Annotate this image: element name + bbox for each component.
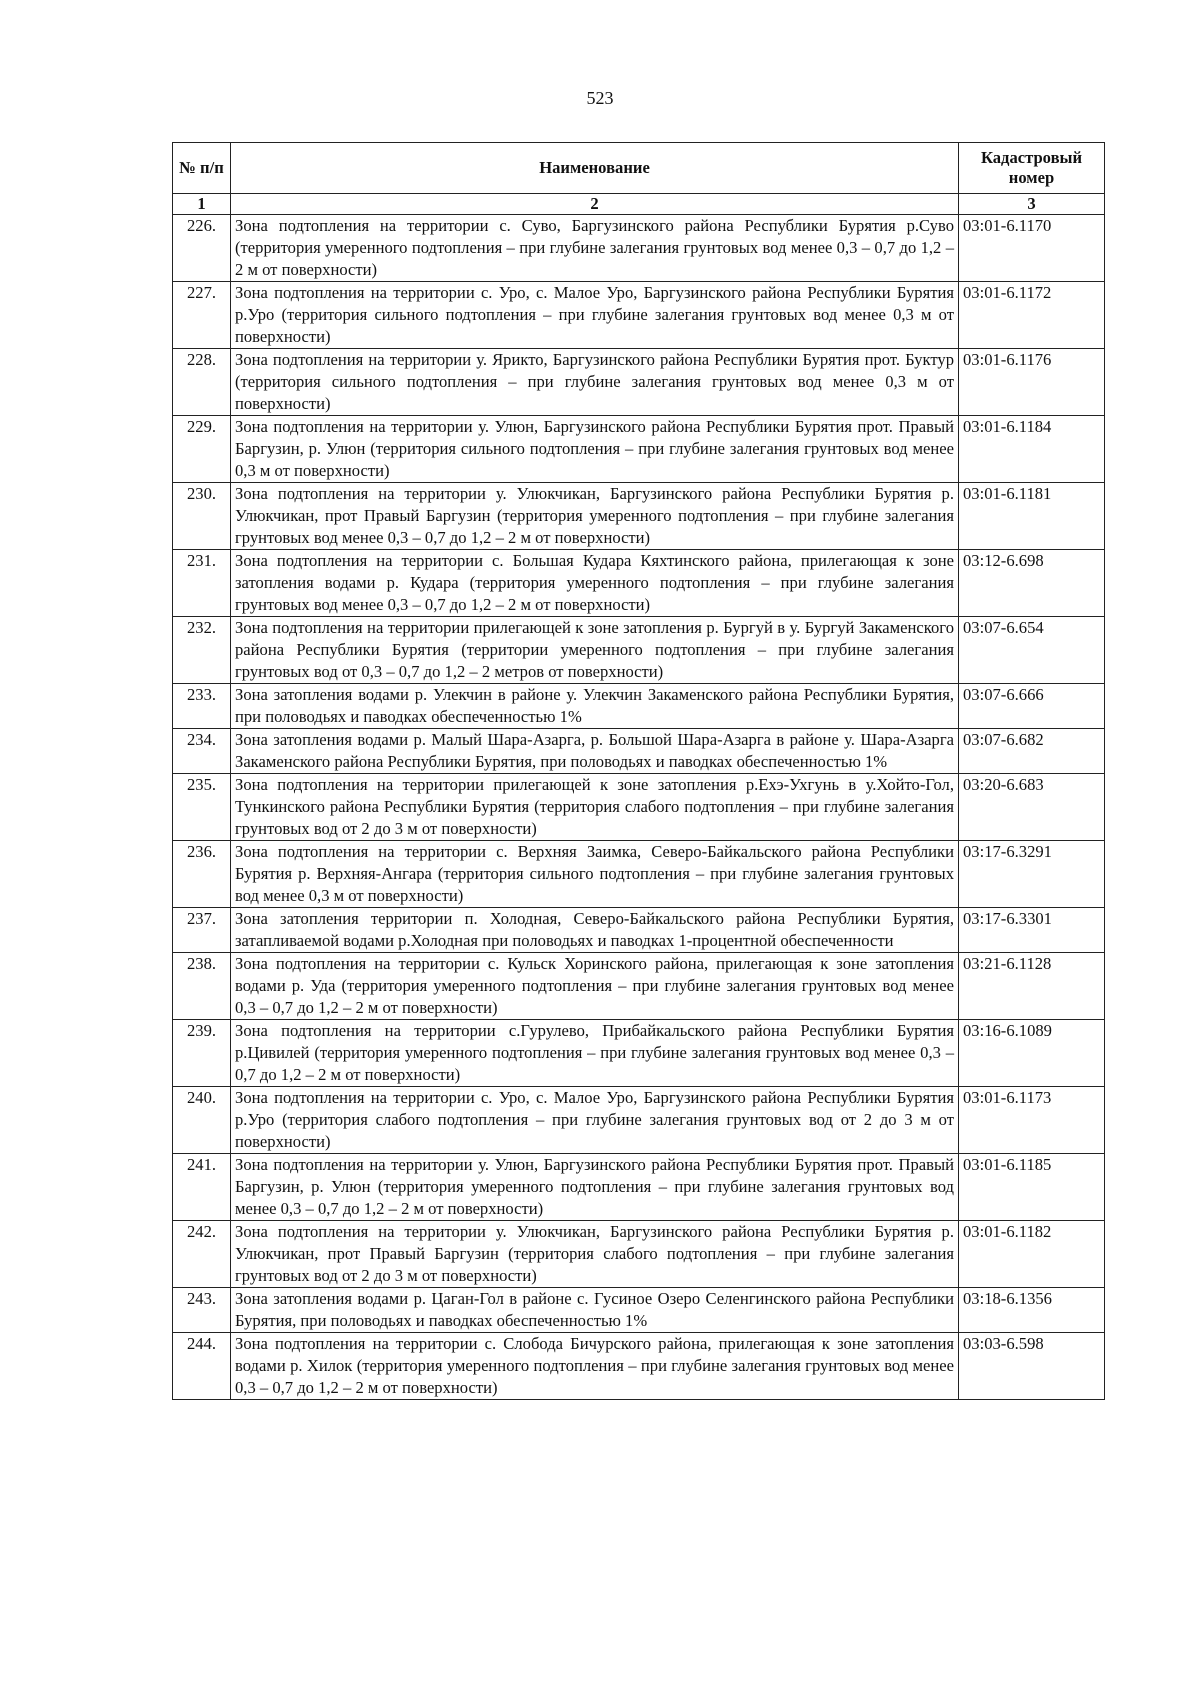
table-row — [173, 349, 1105, 416]
table-row — [173, 282, 1105, 349]
cadastral-number: 03:01-6.1182 — [959, 1221, 1105, 1288]
zones-registry-table — [172, 142, 1105, 1400]
zone-name: Зона затопления водами р. Цаган-Гол в районе с. Гусиное Озеро Селенгинского района Республики Бурятия, при половодьях и паводках обеспеченностью 1% — [231, 1288, 959, 1333]
cadastral-number: 03:16-6.1089 — [959, 1020, 1105, 1087]
cadastral-number: 03:01-6.1185 — [959, 1154, 1105, 1221]
table-row — [173, 1154, 1105, 1221]
table-row — [173, 953, 1105, 1020]
cadastral-number: 03:18-6.1356 — [959, 1288, 1105, 1333]
table-row — [173, 908, 1105, 953]
zone-name: Зона подтопления на территории с. Слобода Бичурского района, прилегающая к зоне затопления водами р. Хилок (территория умеренного подтопления – при глубине залегания грунтовых вод менее 0,3 – 0,7 до 1,2 – 2 м от поверхности) — [231, 1333, 959, 1400]
table-row — [173, 1221, 1105, 1288]
table-row — [173, 483, 1105, 550]
row-number: 226. — [173, 215, 231, 282]
table-row — [173, 1087, 1105, 1154]
zone-name: Зона подтопления на территории с. Большая Кудара Кяхтинского района, прилегающая к зоне затопления водами р. Кудара (территория умеренного подтопления – при глубине залегания грунтовых вод менее 0,3 – 0,7 до 1,2 – 2 м от поверхности) — [231, 550, 959, 617]
row-number: 227. — [173, 282, 231, 349]
cadastral-number: 03:20-6.683 — [959, 774, 1105, 841]
zone-name: Зона затопления территории п. Холодная, Северо-Байкальского района Республики Бурятия, затапливаемой водами р.Холодная при половодьях и паводках 1-процентной обеспеченности — [231, 908, 959, 953]
row-number: 235. — [173, 774, 231, 841]
table-column-index-row — [173, 194, 1105, 215]
table-row — [173, 729, 1105, 774]
row-number: 230. — [173, 483, 231, 550]
table-row — [173, 774, 1105, 841]
row-number: 237. — [173, 908, 231, 953]
table-row — [173, 1288, 1105, 1333]
cadastral-number: 03:17-6.3301 — [959, 908, 1105, 953]
row-number: 236. — [173, 841, 231, 908]
table-header-row — [173, 143, 1105, 194]
zone-name: Зона подтопления на территории с. Уро, с. Малое Уро, Баргузинского района Республики Бурятия р.Уро (территория сильного подтопления – при глубине залегания грунтовых вод менее 0,3 м от поверхности) — [231, 282, 959, 349]
row-number: 240. — [173, 1087, 231, 1154]
header-cadastral-number: Кадастровый номер — [959, 143, 1105, 194]
row-number: 229. — [173, 416, 231, 483]
zone-name: Зона подтопления на территории с. Кульск Хоринского района, прилегающая к зоне затопления водами р. Уда (территория умеренного подтопления – при глубине залегания грунтовых вод менее 0,3 – 0,7 до 1,2 – 2 м от поверхности) — [231, 953, 959, 1020]
header-name: Наименование — [231, 143, 959, 194]
table-row — [173, 684, 1105, 729]
row-number: 238. — [173, 953, 231, 1020]
cadastral-number: 03:01-6.1181 — [959, 483, 1105, 550]
zone-name: Зона подтопления на территории у. Улюн, Баргузинского района Республики Бурятия прот. Правый Баргузин, р. Улюн (территория сильного подтопления – при глубине залегания грунтовых вод менее 0,3 м от поверхности) — [231, 416, 959, 483]
zone-name: Зона подтопления на территории у. Ярикто, Баргузинского района Республики Бурятия прот. Буктур (территория сильного подтопления – при глубине залегания грунтовых вод менее 0,3 м от поверхности) — [231, 349, 959, 416]
cadastral-number: 03:01-6.1184 — [959, 416, 1105, 483]
column-index-2: 2 — [231, 194, 959, 215]
cadastral-number: 03:01-6.1173 — [959, 1087, 1105, 1154]
row-number: 244. — [173, 1333, 231, 1400]
zone-name: Зона затопления водами р. Улекчин в районе у. Улекчин Закаменского района Республики Бурятия, при половодьях и паводках обеспеченностью 1% — [231, 684, 959, 729]
row-number: 234. — [173, 729, 231, 774]
cadastral-number: 03:17-6.3291 — [959, 841, 1105, 908]
table-row — [173, 550, 1105, 617]
row-number: 232. — [173, 617, 231, 684]
zone-name: Зона подтопления на территории у. Улюкчикан, Баргузинского района Республики Бурятия р. Улюкчикан, прот Правый Баргузин (территория слабого подтопления – при глубине залегания грунтовых вод от 2 до 3 м от поверхности) — [231, 1221, 959, 1288]
cadastral-number: 03:07-6.682 — [959, 729, 1105, 774]
cadastral-number: 03:01-6.1172 — [959, 282, 1105, 349]
zone-name: Зона подтопления на территории с. Суво, Баргузинского района Республики Бурятия р.Суво (территория умеренного подтопления – при глубине залегания грунтовых вод менее 0,3 – 0,7 до 1,2 – 2 м от поверхности) — [231, 215, 959, 282]
cadastral-number: 03:01-6.1176 — [959, 349, 1105, 416]
column-index-3: 3 — [959, 194, 1105, 215]
zone-name: Зона затопления водами р. Малый Шара-Азарга, р. Большой Шара-Азарга в районе у. Шара-Азарга Закаменского района Республики Бурятия, при половодьях и паводках обеспеченностью 1% — [231, 729, 959, 774]
row-number: 243. — [173, 1288, 231, 1333]
cadastral-number: 03:03-6.598 — [959, 1333, 1105, 1400]
table-row — [173, 841, 1105, 908]
cadastral-number: 03:21-6.1128 — [959, 953, 1105, 1020]
cadastral-number: 03:01-6.1170 — [959, 215, 1105, 282]
zone-name: Зона подтопления на территории с. Уро, с. Малое Уро, Баргузинского района Республики Бурятия р.Уро (территория слабого подтопления – при глубине залегания грунтовых вод от 2 до 3 м от поверхности) — [231, 1087, 959, 1154]
zone-name: Зона подтопления на территории у. Улюн, Баргузинского района Республики Бурятия прот. Правый Баргузин, р. Улюн (территория умеренного подтопления – при глубине залегания грунтовых вод менее 0,3 – 0,7 до 1,2 – 2 м от поверхности) — [231, 1154, 959, 1221]
zone-name: Зона подтопления на территории с.Гурулево, Прибайкальского района Республики Бурятия р.Цивилей (территория умеренного подтопления – при глубине залегания грунтовых вод менее 0,3 – 0,7 до 1,2 – 2 м от поверхности) — [231, 1020, 959, 1087]
table-row — [173, 416, 1105, 483]
zone-name: Зона подтопления на территории прилегающей к зоне затопления р.Ехэ-Ухгунь в у.Хойто-Гол, Тункинского района Республики Бурятия (территория слабого подтопления – при глубине залегания грунтовых вод от 2 до 3 м от поверхности) — [231, 774, 959, 841]
zone-name: Зона подтопления на территории с. Верхняя Заимка, Северо-Байкальского района Республики Бурятия р. Верхняя-Ангара (территория сильного подтопления – при глубине залегания грунтовых вод менее 0,3 м от поверхности) — [231, 841, 959, 908]
table-row — [173, 1020, 1105, 1087]
header-number: № п/п — [173, 143, 231, 194]
cadastral-number: 03:12-6.698 — [959, 550, 1105, 617]
table-row — [173, 617, 1105, 684]
row-number: 239. — [173, 1020, 231, 1087]
row-number: 233. — [173, 684, 231, 729]
cadastral-number: 03:07-6.666 — [959, 684, 1105, 729]
table-body — [173, 215, 1105, 1400]
table-row — [173, 215, 1105, 282]
row-number: 231. — [173, 550, 231, 617]
zone-name: Зона подтопления на территории у. Улюкчикан, Баргузинского района Республики Бурятия р. Улюкчикан, прот Правый Баргузин (территория умеренного подтопления – при глубине залегания грунтовых вод менее 0,3 – 0,7 до 1,2 – 2 м от поверхности) — [231, 483, 959, 550]
row-number: 242. — [173, 1221, 231, 1288]
row-number: 241. — [173, 1154, 231, 1221]
page-number: 523 — [586, 88, 614, 108]
zone-name: Зона подтопления на территории прилегающей к зоне затопления р. Бургуй в у. Бургуй Закаменского района Республики Бурятия (территории умеренного подтопления – при глубине залегания грунтовых вод от 0,3 – 0,7 до 1,2 – 2 метров от поверхности) — [231, 617, 959, 684]
row-number: 228. — [173, 349, 231, 416]
column-index-1: 1 — [173, 194, 231, 215]
cadastral-number: 03:07-6.654 — [959, 617, 1105, 684]
table-row — [173, 1333, 1105, 1400]
